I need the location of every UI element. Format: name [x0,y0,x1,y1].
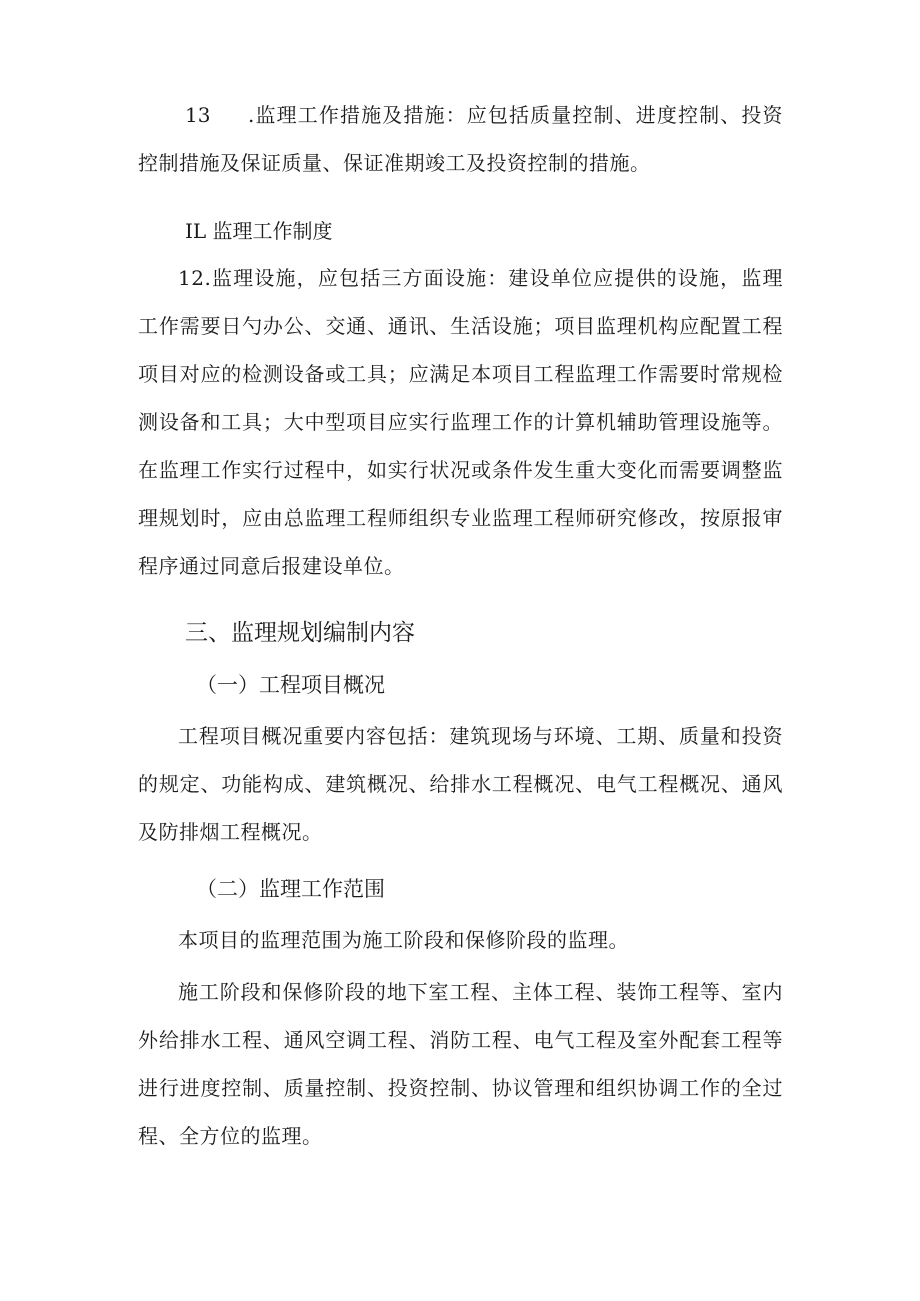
subsection-2-scope-paragraph: 本项目的监理范围为施工阶段和保修阶段的监理。 [178,928,629,952]
subsection-1-paragraph: 工程项目概况重要内容包括：建筑现场与环境、工期、质量和投资的规定、功能构成、建筑概况、给排水工程概况、电气工程概况、通风及防排烟工程概况。 [138,724,783,844]
subsection-2-detail-paragraph: 施工阶段和保修阶段的地下室工程、主体工程、装饰工程等、室内外给排水工程、通风空调工程、消防工程、电气工程及室外配套工程等进行进度控制、质量控制、投资控制、协议管理和组织协调工作的全过程、全方位的监理。 [138,980,783,1148]
subsection-1-heading: （一）工程项目概况 [196,673,385,697]
item-il-heading: IL 监理工作制度 [185,219,333,243]
item-13-number: 13 [185,103,211,127]
item-12-paragraph: 12.监理设施，应包括三方面设施：建设单位应提供的设施，监理工作需要日勺办公、交通、通讯、生活设施；项目监理机构应配置工程项目对应的检测设备或工具；应满足本项目工程监理工作需要时常规检测设备和工具；大中型项目应实行监理工作的计算机辅助管理设施等。在监理工作实行过程中，如实行状况或条件发生重大变化而需要调整监理规划时，应由总监理工程师组织专业监理工程师研究修改，按原报审程序通过同意后报建设单位。 [138,266,783,578]
subsection-2-heading: （二）监理工作范围 [196,877,385,901]
item-13-paragraph: .监理工作措施及措施：应包括质量控制、进度控制、投资控制措施及保证质量、保证准期竣工及投资控制的措施。 [138,103,783,175]
section-3-heading: 三、监理规划编制内容 [185,620,415,646]
